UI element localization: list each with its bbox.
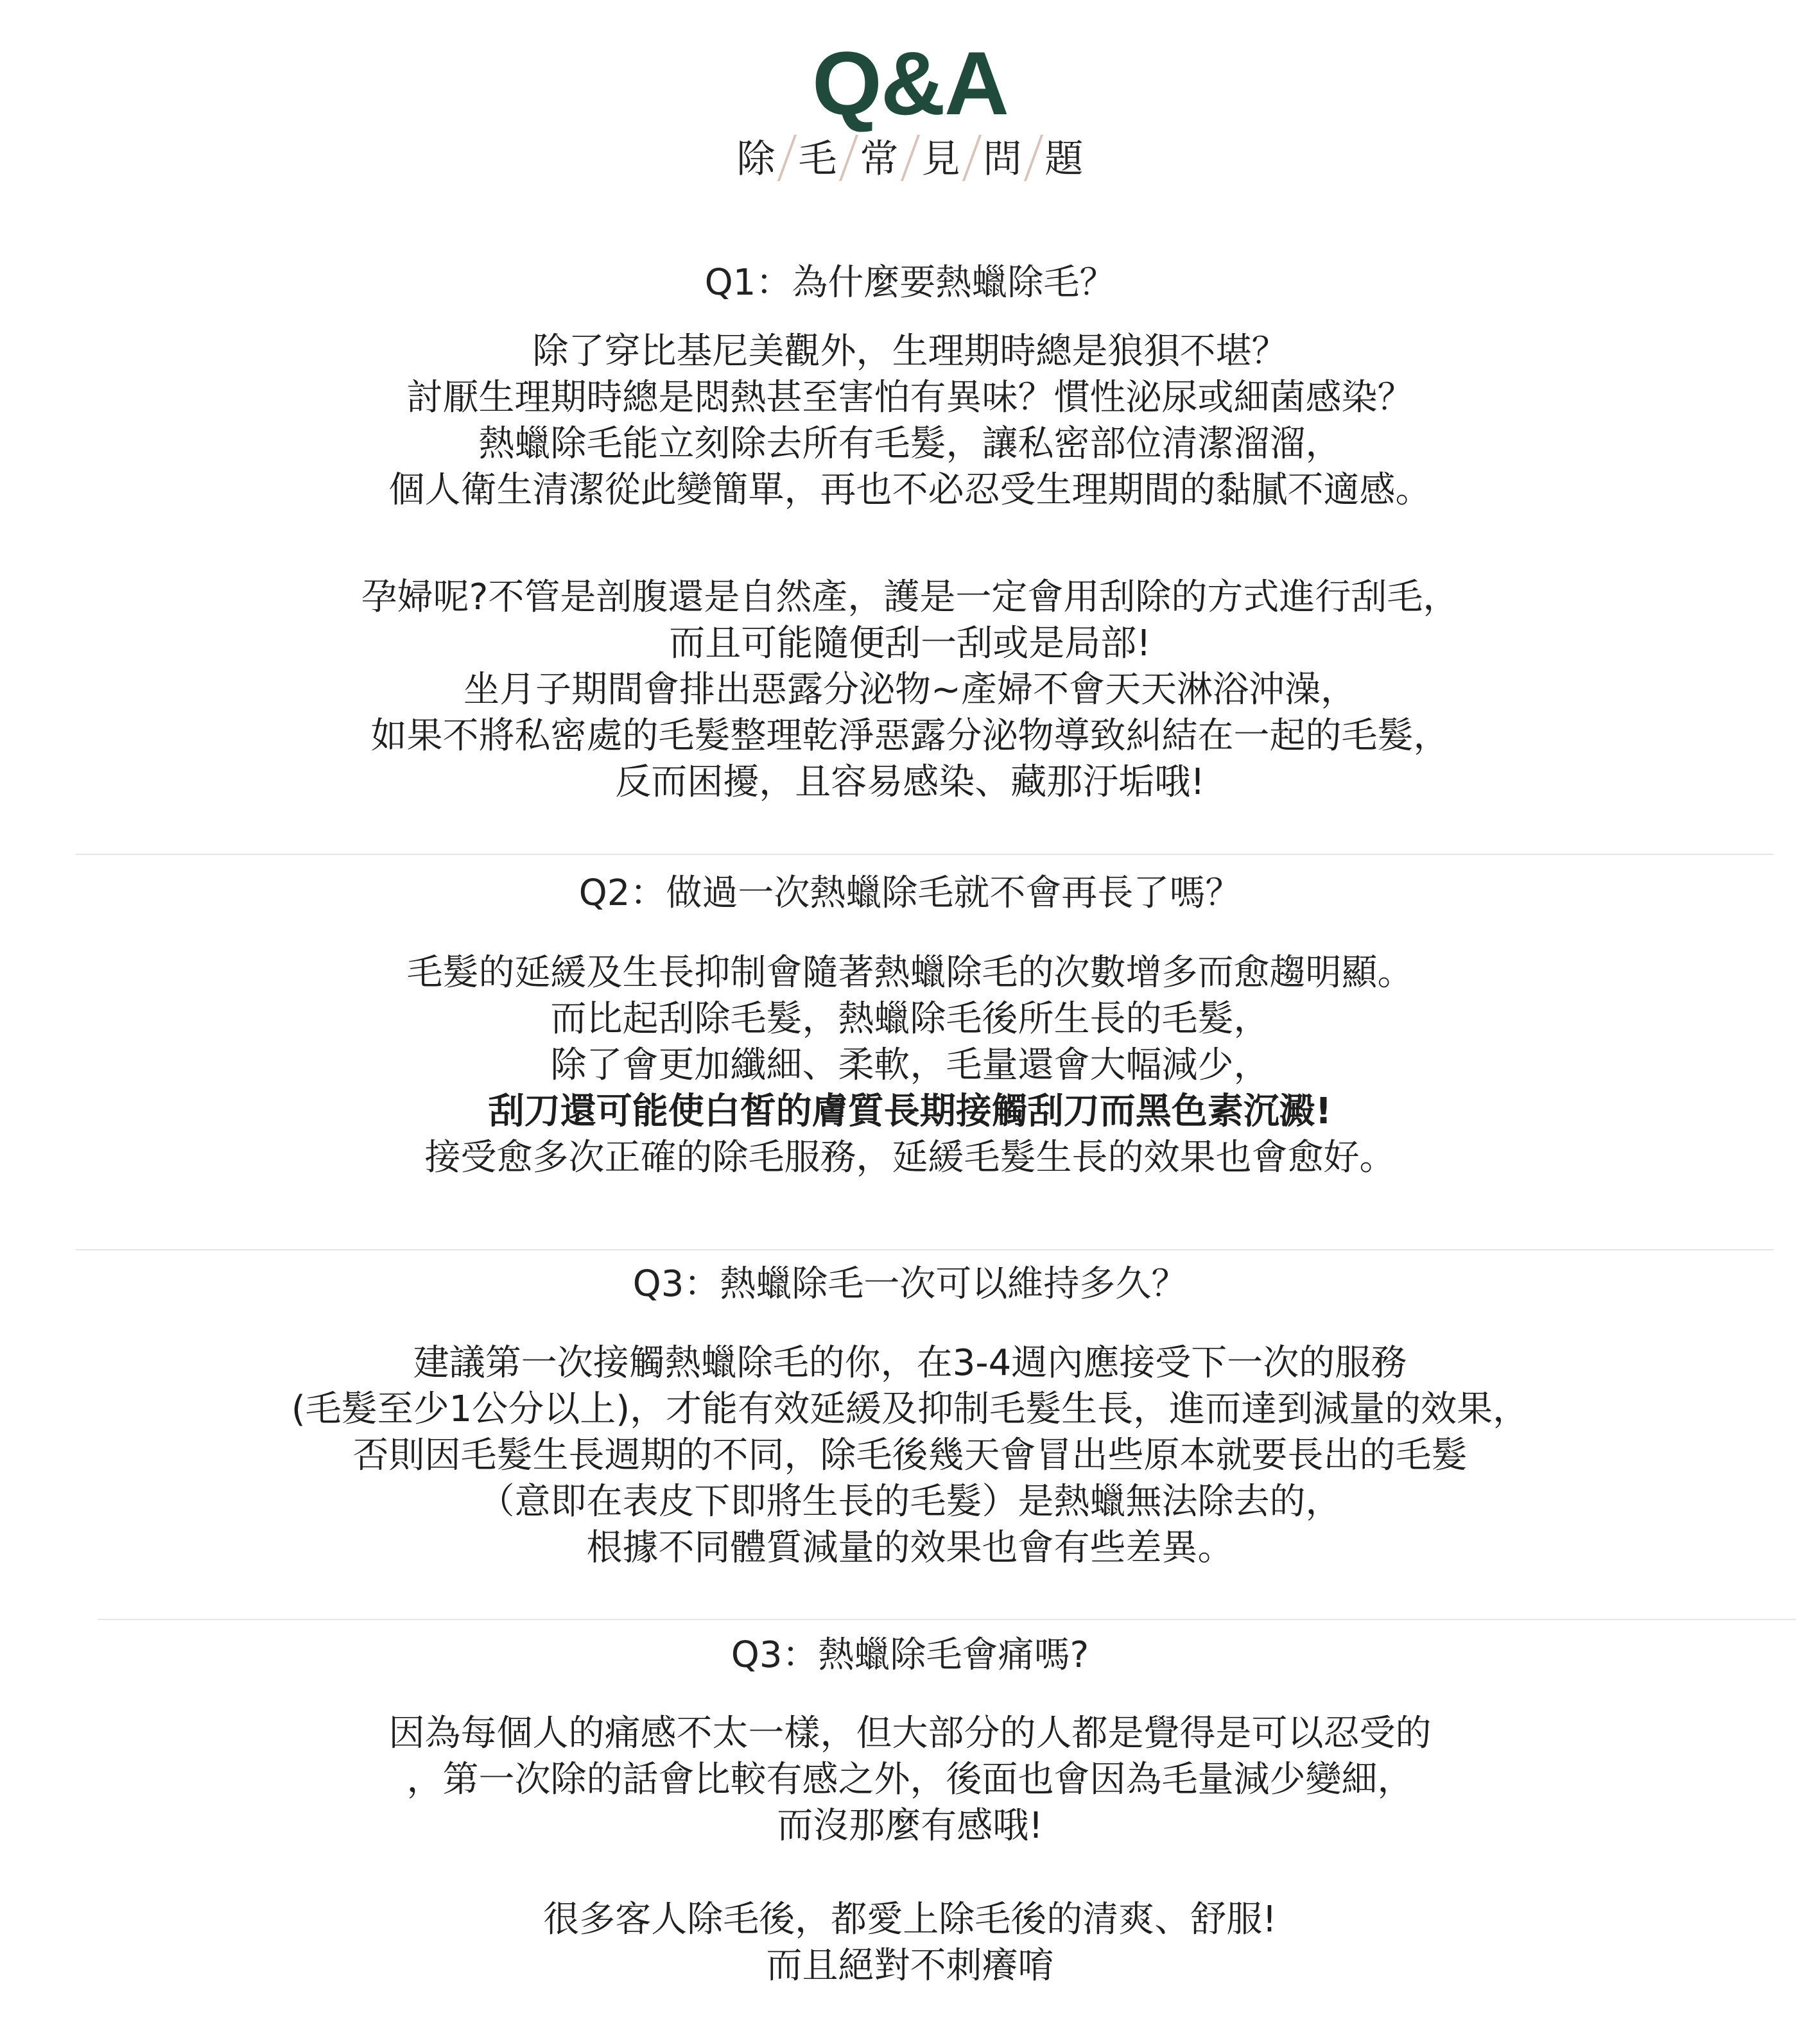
answer-line: 很多客人除毛後，都愛上除毛後的清爽、舒服! bbox=[543, 1899, 1277, 1940]
subtitle-char: 見 bbox=[921, 137, 960, 182]
answer-paragraph bbox=[0, 950, 1820, 1181]
question-heading-4: Q3：熱蠟除毛會痛嗎? bbox=[731, 1634, 1089, 1676]
answer-line: 建議第一次接觸熱蠟除毛的你，在3-4週內應接受下一次的服務 bbox=[413, 1342, 1407, 1384]
answer-line: 否則因毛髮生長週期的不同，除毛後幾天會冒出些原本就要長出的毛髮 bbox=[352, 1435, 1468, 1476]
answer-line: 如果不將私密處的毛髮整理乾淨惡露分泌物導致糾結在一起的毛髮， bbox=[370, 715, 1450, 757]
answer-line: 而沒那麼有感哦! bbox=[777, 1805, 1043, 1847]
subtitle-char: 問 bbox=[983, 137, 1022, 182]
answer-paragraph bbox=[0, 1711, 1820, 1849]
answer-line: 而且可能隨便刮一刮或是局部! bbox=[669, 623, 1151, 664]
answer-line: 孕婦呢?不管是剖腹還是自然產，護是一定會用刮除的方式進行刮毛， bbox=[361, 576, 1459, 618]
section-divider bbox=[76, 854, 1774, 855]
page-title: Q&A bbox=[811, 33, 1009, 134]
answer-line: 除了會更加纖細、柔軟，毛量還會大幅減少， bbox=[550, 1044, 1270, 1086]
answer-line: 毛髮的延緩及生長抑制會隨著熱蠟除毛的次數增多而愈趨明顯。 bbox=[406, 952, 1414, 994]
answer-line: 個人衛生清潔從此變簡單，再也不必忍受生理期間的黏膩不適感。 bbox=[388, 469, 1432, 511]
answer-paragraph bbox=[0, 329, 1820, 514]
answer-paragraph bbox=[0, 1897, 1820, 1989]
section-divider bbox=[98, 1619, 1796, 1620]
subtitle-char: 除 bbox=[736, 137, 776, 182]
answer-line: 反而困擾，且容易感染、藏那汙垢哦! bbox=[615, 761, 1205, 803]
answer-line-emphasis: 刮刀還可能使白皙的膚質長期接觸刮刀而黑色素沉澱! bbox=[488, 1091, 1332, 1132]
question-heading-1: Q1：為什麼要熱蠟除毛？ bbox=[704, 262, 1116, 304]
answer-line: 而比起刮除毛髮，熱蠟除毛後所生長的毛髮， bbox=[550, 998, 1270, 1040]
answer-line: 除了穿比基尼美觀外，生理期時總是狼狽不堪？ bbox=[532, 331, 1288, 372]
answer-line: 接受愈多次正確的除毛服務，延緩毛髮生長的效果也會愈好。 bbox=[424, 1137, 1396, 1178]
section-divider bbox=[76, 1249, 1774, 1250]
answer-paragraph bbox=[0, 574, 1820, 806]
answer-line: 坐月子期間會排出惡露分泌物~產婦不會天天淋浴沖澡， bbox=[464, 669, 1356, 711]
subtitle-char: 毛 bbox=[798, 137, 837, 182]
answer-line: 熱蠟除毛能立刻除去所有毛髮，讓私密部位清潔溜溜， bbox=[478, 423, 1342, 465]
answer-paragraph bbox=[0, 1340, 1820, 1571]
answer-line: 而且絕對不刺癢唷 bbox=[766, 1945, 1054, 1987]
subtitle-char: 題 bbox=[1044, 137, 1084, 182]
answer-line: 因為每個人的痛感不太一樣，但大部分的人都是覺得是可以忍受的 bbox=[388, 1713, 1432, 1754]
subtitle-char: 常 bbox=[860, 137, 899, 182]
answer-line: 討厭生理期時總是悶熱甚至害怕有異味？慣性泌尿或細菌感染？ bbox=[406, 377, 1414, 419]
page-subtitle bbox=[0, 134, 1820, 185]
answer-line: 根據不同體質減量的效果也會有些差異。 bbox=[586, 1527, 1234, 1569]
answer-line: ，第一次除的話會比較有感之外，後面也會因為毛量減少變細， bbox=[406, 1759, 1414, 1800]
question-heading-3: Q3：熱蠟除毛一次可以維持多久？ bbox=[632, 1263, 1188, 1305]
answer-line: （意即在表皮下即將生長的毛髮）是熱蠟無法除去的， bbox=[478, 1481, 1342, 1523]
answer-line: (毛髮至少1公分以上)，才能有效延緩及抑制毛髮生長，進而達到減量的效果， bbox=[291, 1388, 1529, 1430]
question-heading-2: Q2：做過一次熱蠟除毛就不會再長了嗎？ bbox=[578, 872, 1242, 914]
